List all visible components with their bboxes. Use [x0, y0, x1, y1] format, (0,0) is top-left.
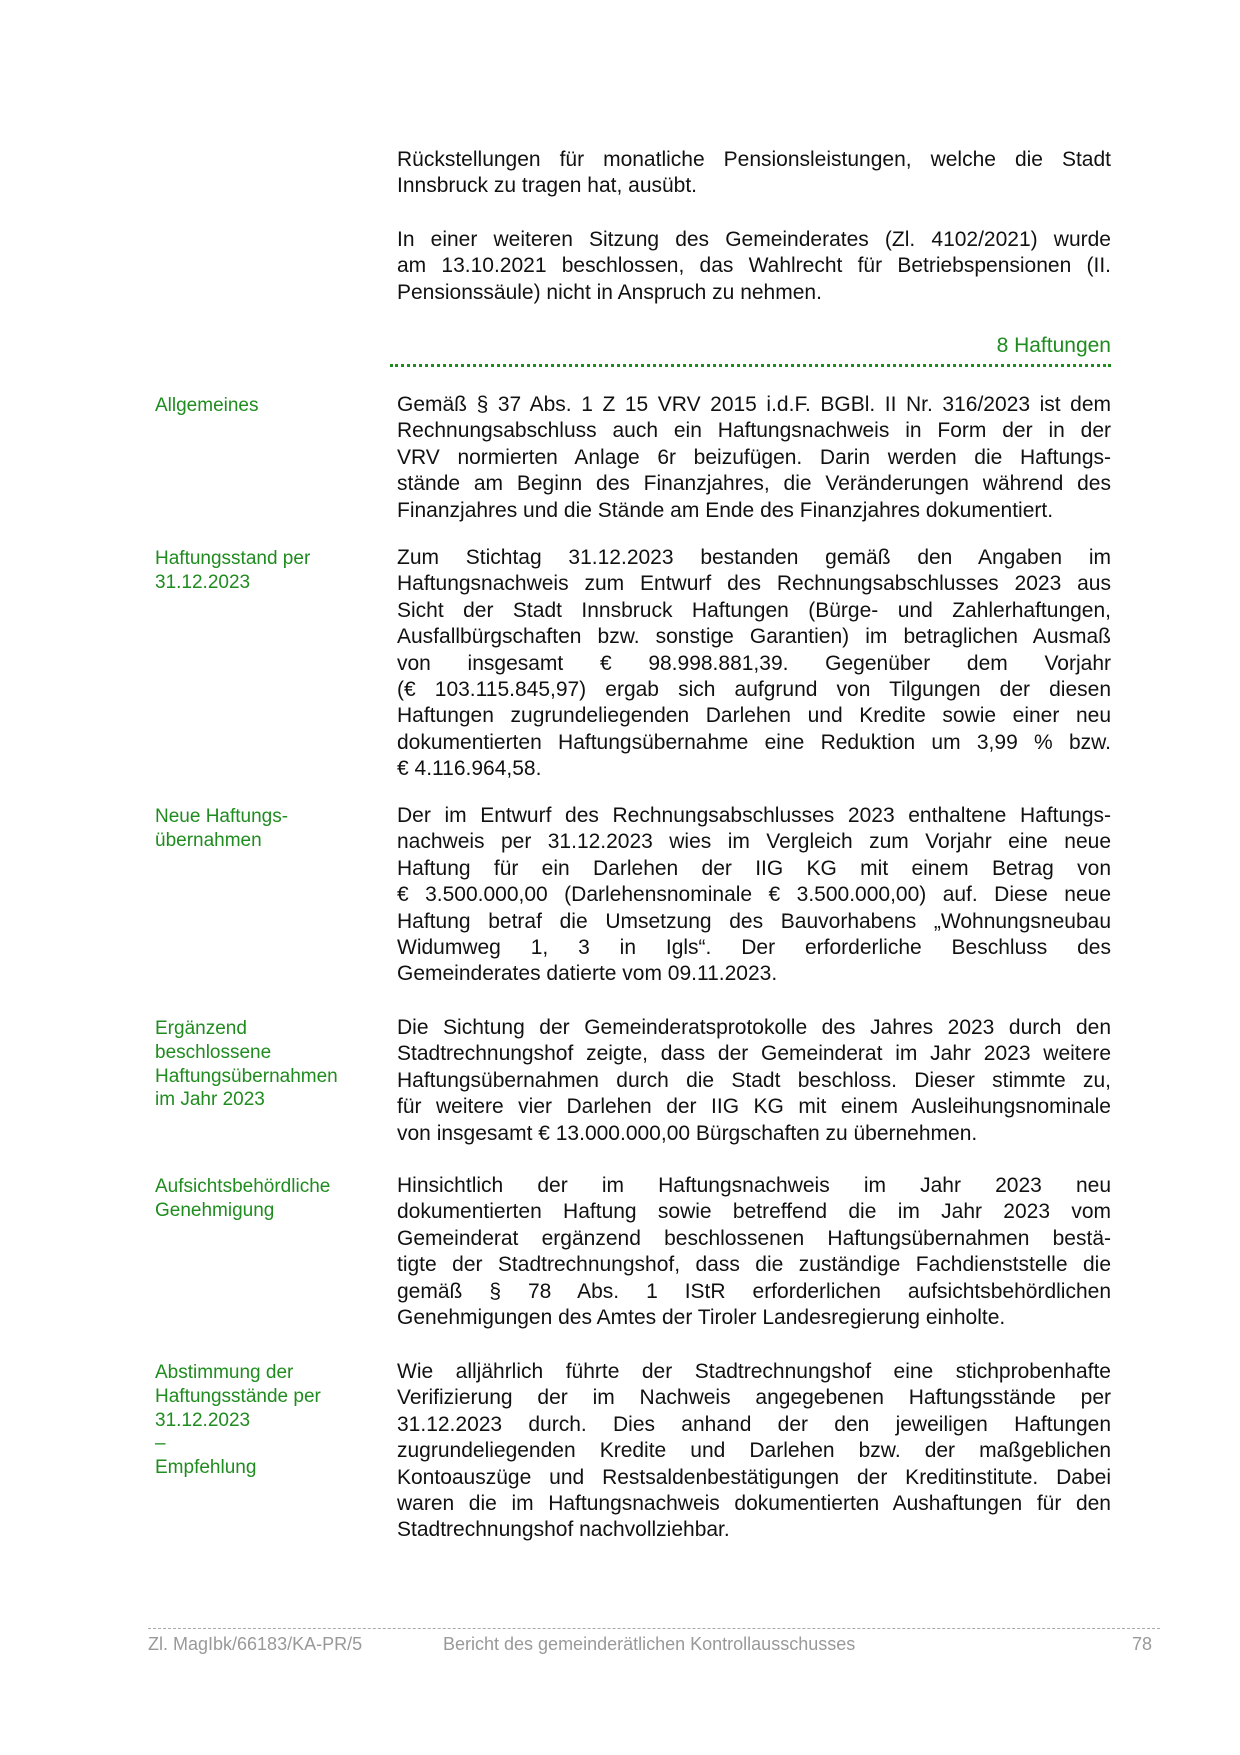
text-line: stände am Beginn des Finanzjahres, die Veränderungen während des	[397, 472, 1111, 496]
margin-label-line: Empfehlung	[155, 1457, 257, 1479]
intro-paragraph-2	[397, 227, 1111, 306]
margin-label	[155, 1017, 375, 1112]
margin-label-line: Abstimmung der	[155, 1362, 294, 1383]
text-line: Genehmigungen des Amtes der Tiroler Landesregierung einholte.	[397, 1306, 1006, 1330]
text-line: Ausfallbürgschaften bzw. sonstige Garantien) im betraglichen Ausmaß	[397, 625, 1111, 649]
margin-label-line: Aufsichtsbehördliche	[155, 1176, 331, 1197]
text-line: zugrundeliegenden Kredite und Darlehen bzw. der maßgeblichen	[397, 1439, 1111, 1463]
footer-divider	[148, 1628, 1160, 1629]
text-line: Gemeinderat ergänzend beschlossenen Haftungsübernahmen bestä-	[397, 1226, 1111, 1250]
text-line: Haftung für ein Darlehen der IIG KG mit einem Betrag von	[397, 856, 1111, 880]
margin-label-line: Ergänzend	[155, 1018, 247, 1039]
text-line: Der im Entwurf des Rechnungsabschlusses 2023 enthaltene Haftungs-	[397, 804, 1111, 827]
margin-label-line: Haftungsstände per	[155, 1385, 321, 1407]
text-line: Hinsichtlich der im Haftungsnachweis im Jahr 2023 neu	[397, 1174, 1111, 1197]
text-line: € 3.500.000,00 (Darlehensnominale € 3.500.000,00) auf. Diese neue	[397, 883, 1111, 907]
margin-label	[155, 394, 375, 418]
section-paragraph	[397, 545, 1111, 783]
text-line: Kontoauszüge und Restsaldenbestätigungen der Kreditinstitute. Dabei	[397, 1465, 1111, 1489]
text-line: Widumweg 1, 3 in Igls“. Der erforderliche Beschluss des	[397, 936, 1111, 960]
text-line: Zum Stichtag 31.12.2023 bestanden gemäß den Angaben im	[397, 546, 1111, 569]
margin-label	[155, 547, 375, 595]
text-line: waren die im Haftungsnachweis dokumentierten Aushaftungen für den	[397, 1492, 1111, 1516]
text-line: Stadtrechnungshof zeigte, dass der Gemeinderat im Jahr 2023 weitere	[397, 1042, 1111, 1066]
text-line: dokumentierten Haftungsübernahme eine Reduktion um 3,99 % bzw.	[397, 730, 1111, 754]
text-line: nachweis per 31.12.2023 wies im Vergleich zum Vorjahr eine neue	[397, 830, 1111, 854]
margin-label-line: Haftungsstand per	[155, 548, 311, 569]
margin-label-line: –	[155, 1433, 166, 1455]
text-line: Sicht der Stadt Innsbruck Haftungen (Bürge- und Zahlerhaftungen,	[397, 598, 1111, 622]
footer-title: Bericht des gemeinderätlichen Kontrollausschusses	[443, 1634, 856, 1654]
section-heading: 8 Haftungen	[996, 334, 1111, 357]
margin-label-line: 31.12.2023	[155, 1409, 251, 1431]
margin-label-line: übernahmen	[155, 829, 262, 851]
text-line: (€ 103.115.845,97) ergab sich aufgrund von Tilgungen der diesen	[397, 678, 1111, 702]
text-line: Rückstellungen für monatliche Pensionsleistungen, welche die Stadt	[397, 148, 1111, 171]
section-paragraph	[397, 1015, 1111, 1147]
text-line: für weitere vier Darlehen der IIG KG mit einem Ausleihungsnominale	[397, 1095, 1111, 1119]
margin-label-line: beschlossene	[155, 1041, 272, 1063]
text-line: tigte der Stadtrechnungshof, dass die zuständige Fachdienststelle die	[397, 1253, 1111, 1277]
section-paragraph	[397, 392, 1111, 524]
text-line: Stadtrechnungshof nachvollziehbar.	[397, 1518, 730, 1542]
text-line: Innsbruck zu tragen hat, ausübt.	[397, 174, 698, 198]
footer-reference: Zl. MagIbk/66183/KA-PR/5	[148, 1634, 363, 1654]
text-line: Haftung betraf die Umsetzung des Bauvorhabens „Wohnungsneubau	[397, 909, 1111, 933]
intro-paragraph-1	[397, 147, 1111, 200]
text-line: Die Sichtung der Gemeinderatsprotokolle des Jahres 2023 durch den	[397, 1016, 1111, 1039]
section-paragraph	[397, 1173, 1111, 1331]
text-line: von insgesamt € 13.000.000,00 Bürgschaften zu übernehmen.	[397, 1121, 978, 1145]
margin-label-line: Genehmigung	[155, 1199, 275, 1221]
margin-label-line: 31.12.2023	[155, 571, 251, 593]
margin-label	[155, 1361, 375, 1480]
text-line: € 4.116.964,58.	[397, 757, 542, 781]
text-line: 31.12.2023 durch. Dies anhand der den jeweiligen Haftungen	[397, 1412, 1111, 1436]
text-line: dokumentierten Haftung sowie betreffend die im Jahr 2023 vom	[397, 1200, 1111, 1224]
margin-label-line: Neue Haftungs-	[155, 806, 289, 827]
text-line: Haftungsübernahmen durch die Stadt beschloss. Dieser stimmte zu,	[397, 1068, 1111, 1092]
text-line: Rechnungsabschluss auch ein Haftungsnachweis in Form der in der	[397, 419, 1111, 443]
text-line: Pensionssäule) nicht in Anspruch zu nehmen.	[397, 280, 822, 304]
margin-label	[155, 1175, 375, 1223]
text-line: VRV normierten Anlage 6r beizufügen. Darin werden die Haftungs-	[397, 445, 1111, 469]
text-line: In einer weiteren Sitzung des Gemeinderates (Zl. 4102/2021) wurde	[397, 228, 1111, 251]
text-line: Verifizierung der im Nachweis angegebenen Haftungsstände per	[397, 1386, 1111, 1410]
section-paragraph	[397, 803, 1111, 988]
text-line: von insgesamt € 98.998.881,39. Gegenüber dem Vorjahr	[397, 651, 1111, 675]
margin-label-line: Allgemeines	[155, 395, 259, 416]
margin-label-line: Haftungsübernahmen	[155, 1065, 338, 1087]
text-line: gemäß § 78 Abs. 1 IStR erforderlichen aufsichtsbehördlichen	[397, 1279, 1111, 1303]
footer-page-number: 78	[1132, 1634, 1153, 1654]
section-paragraph	[397, 1359, 1111, 1544]
text-line: Gemeinderates datierte vom 09.11.2023.	[397, 962, 778, 986]
margin-label-line: im Jahr 2023	[155, 1089, 265, 1111]
text-line: Haftungen zugrundeliegenden Darlehen und Kredite sowie einer neu	[397, 704, 1111, 728]
text-line: Wie alljährlich führte der Stadtrechnungshof eine stichprobenhafte	[397, 1360, 1111, 1383]
heading-divider	[390, 364, 1111, 367]
text-line: am 13.10.2021 beschlossen, das Wahlrecht für Betriebspensionen (II.	[397, 254, 1111, 278]
text-line: Finanzjahres und die Stände am Ende des Finanzjahres dokumentiert.	[397, 498, 1054, 522]
text-line: Haftungsnachweis zum Entwurf des Rechnungsabschlusses 2023 aus	[397, 572, 1111, 596]
margin-label	[155, 805, 375, 853]
text-line: Gemäß § 37 Abs. 1 Z 15 VRV 2015 i.d.F. BGBl. II Nr. 316/2023 ist dem	[397, 393, 1111, 416]
